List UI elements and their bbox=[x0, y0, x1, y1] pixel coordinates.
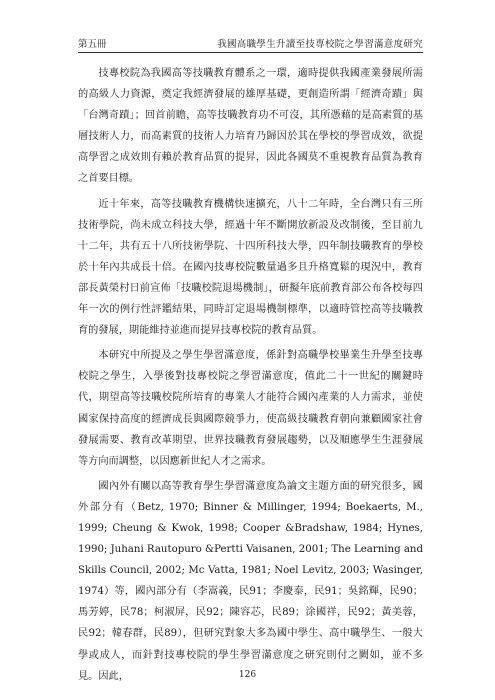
page-header bbox=[78, 36, 423, 52]
paragraph-4: 國內外有關以高等教育學生學習滿意度為論文主題方面的研究很多，國外部分有（Betz, 1970; Binner & Millinger, 1994; Boekaerts, M., 1999; Cheung & Kwok, 1998; Cooper &Bradshaw, 1984; Hynes, 1990; Juhani Rautopuro &Pertti Vaisanen, 2001; The Learning and Skills Council, 2002; Mc Vatta, 1981; Noel Levitz, 2003; Wasinger, 1974）等，國內部分有（李嵩義，民91；李慶泰，民91；吳銘輝，民90；馬芳婷，民78；柯淑屏，民92；陳容芯，民89；涂國祥，民92；黃美蓉，民92；韓春群，民89），但研究對象大多為國中學生、高中職學生、一般大學或成人，而針對技專校院的學生學習滿意度之研究則付之闕如，並不多見。因此， bbox=[78, 480, 424, 682]
page-number: 126 bbox=[238, 670, 257, 680]
header-rule bbox=[78, 52, 423, 53]
chapter-label: 第五冊 bbox=[78, 39, 107, 50]
paragraph-1: 技專校院為我國高等技職教育體系之一環，適時提供我國產業發展所需的高級人力資源，奠定我經濟發展的雄厚基礎，更創造所謂「經濟奇蹟」與「台灣奇蹟」；回首前瞻，高等技職教育功不可沒，其所憑藉的是高素質的基層技術人力，而高素質的技術人力培育乃歸因於其在學校的學習成效，欲提高學習之成效則有賴於教育品質的提昇，因此各國莫不重視教育品質為教育之首要目標。 bbox=[78, 68, 423, 185]
paragraph-2: 近十年來，高等技職教育機構快速擴充，八十二年時，全台灣只有三所技術學院，尚未成立科技大學，經過十年不斷開放新設及改制後，至目前九十二年，共有五十八所技術學院、十四所科技大學，四年制技職教育的學校於十年內共成長十倍。在國內技專校院數量過多且升格寬鬆的現況中，教育部長黃榮村日前宣佈「技職校院退場機制」，研擬年底前教育部公布各校每四年一次的例行性評鑑結果，同時訂定退場機制標準，以適時管控高等技職教育的發展，期能維持並進而提昇技專校院的教育品質。 bbox=[78, 198, 423, 337]
body-text bbox=[78, 63, 423, 687]
running-title: 我國高職學生升讀至技專校院之學習滿意度研究 bbox=[217, 39, 423, 50]
paragraph-3: 本研究中所提及之學生學習滿意度，係針對高職學校畢業生升學至技專校院之學生，入學後對技專校院之學習滿意度，值此二十一世紀的關鍵時代，期望高等技職校院所培育的專業人才能符合國內產業的人力需求，並使國家保持高度的經濟成長與國際競爭力，使高級技職教育朝向兼顧國家社會發展需要、教育改革期望、世界技職教育發展趨勢，以及順應學生生涯發展等方向而調整，以因應新世紀人才之需求。 bbox=[78, 350, 423, 467]
